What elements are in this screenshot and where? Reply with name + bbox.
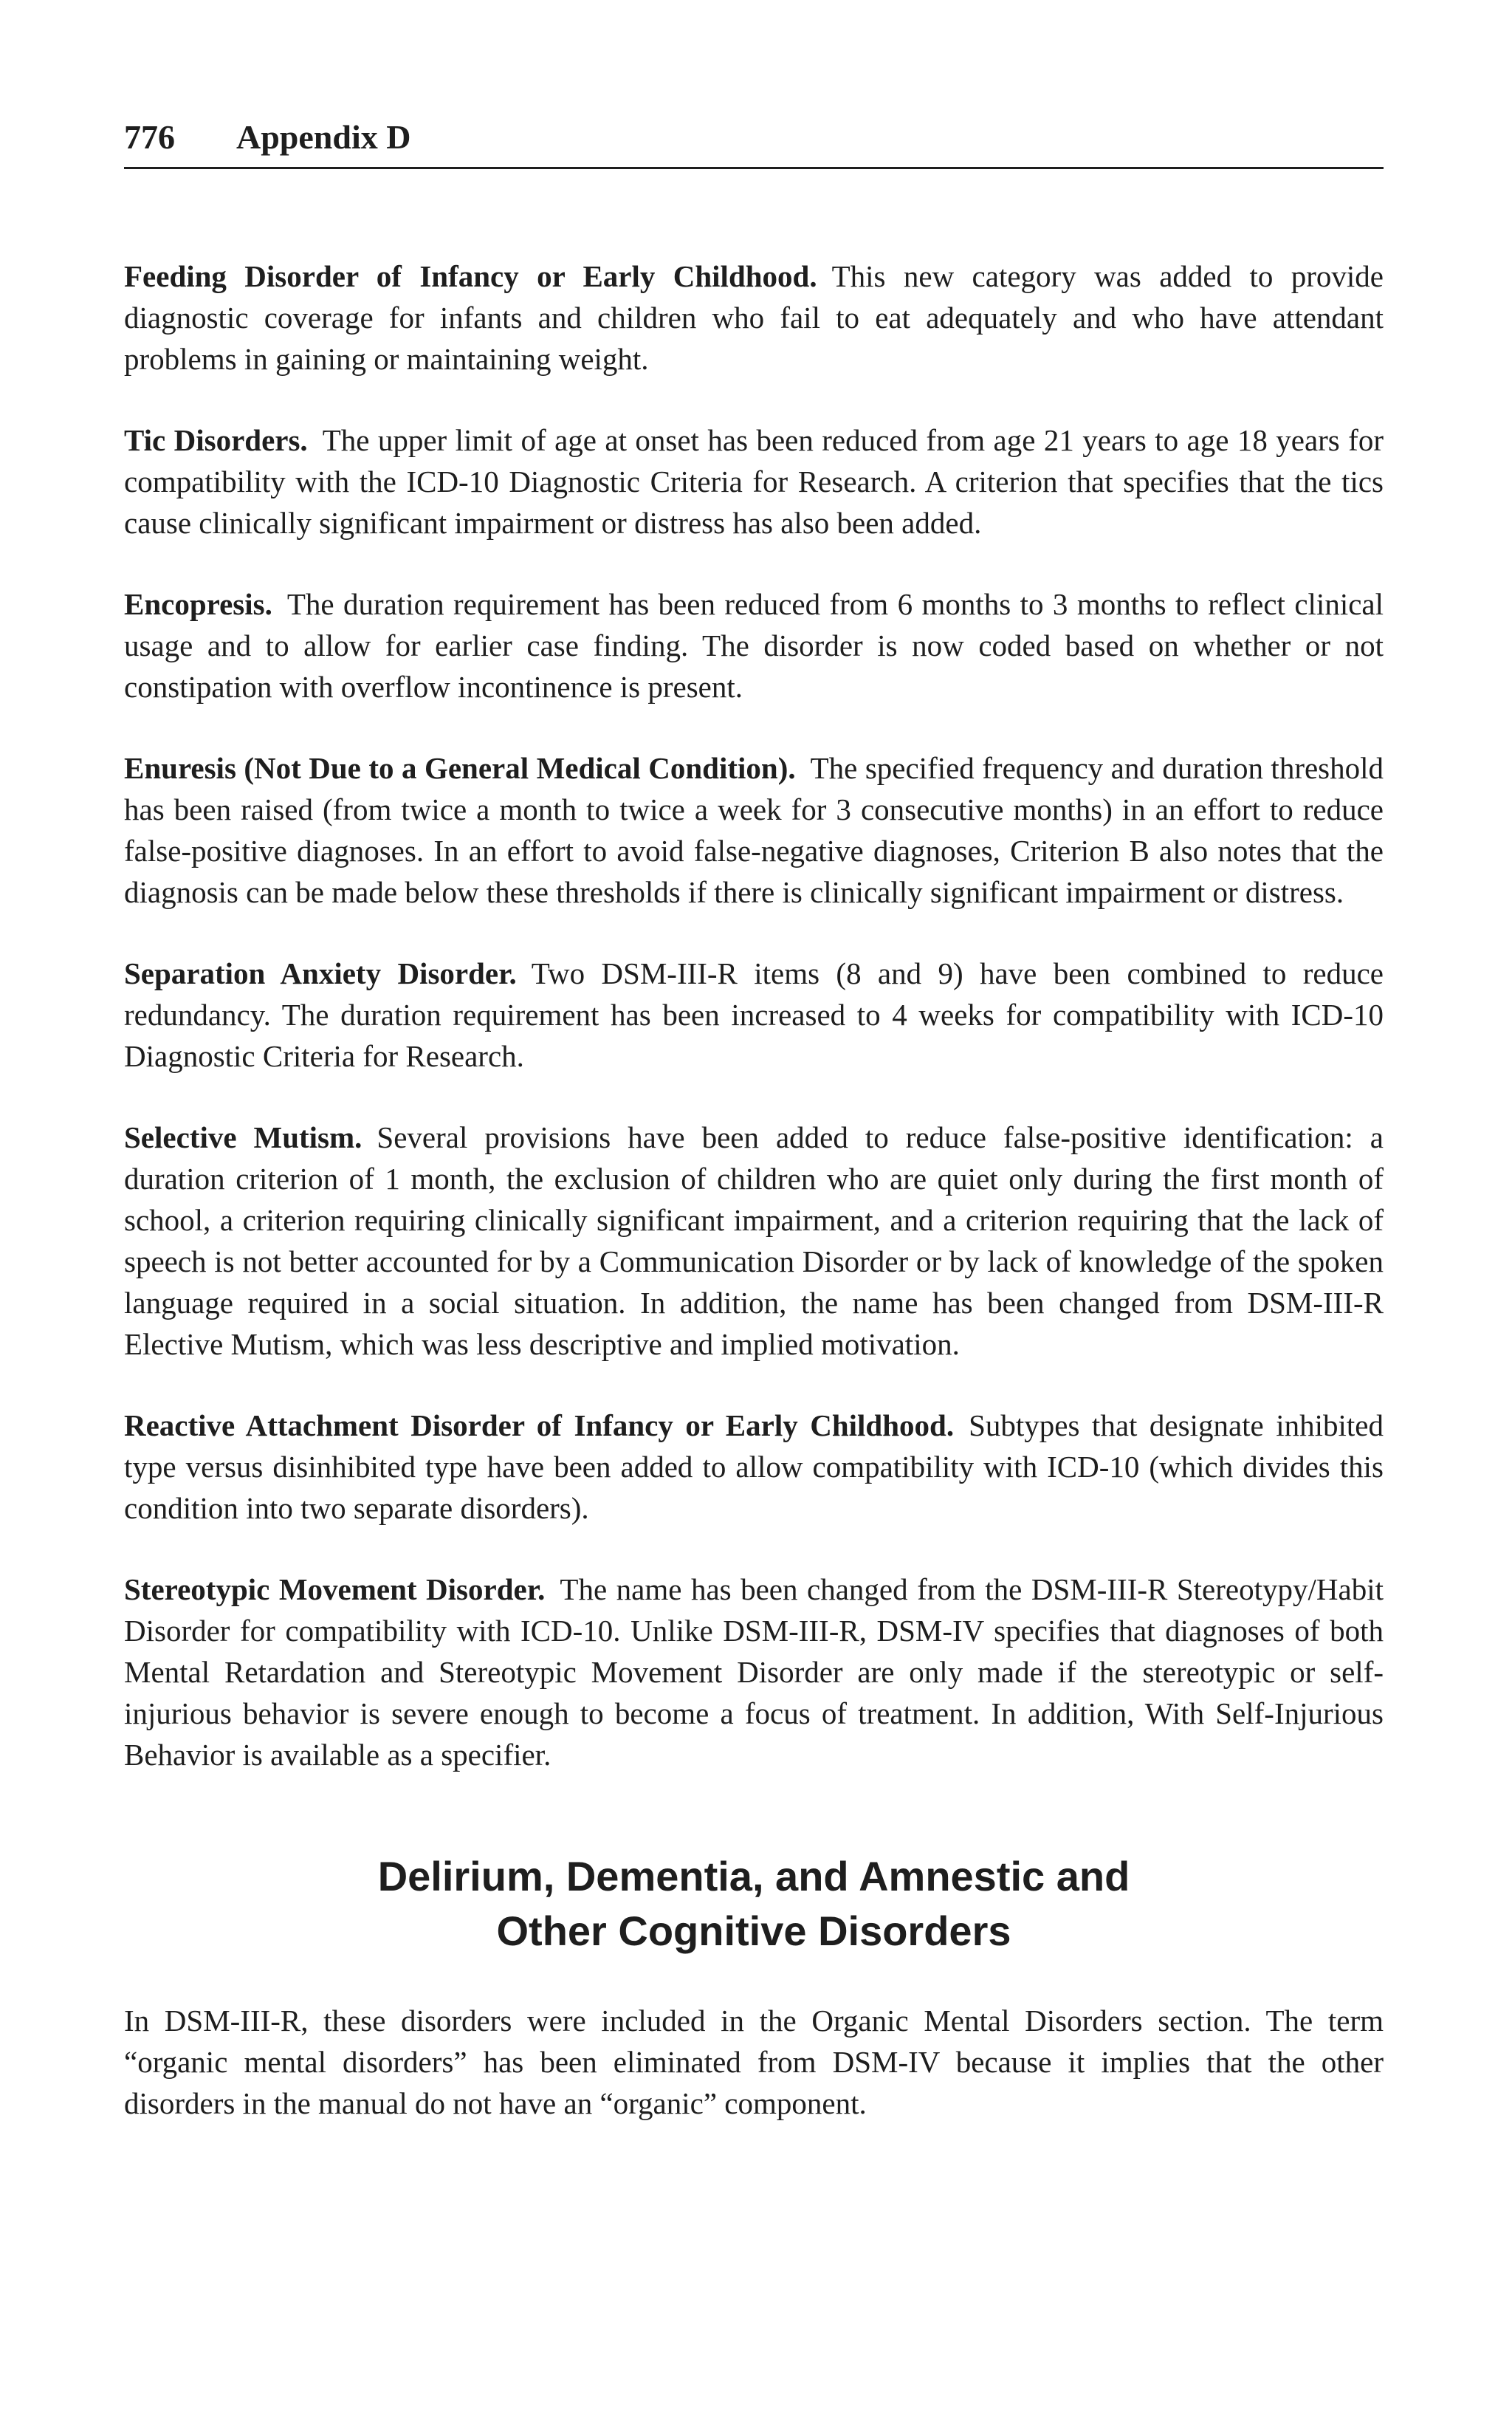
entry-heading: Enuresis (Not Due to a General Medical Condition). — [124, 751, 796, 785]
section-body-paragraph: In DSM-III-R, these disorders were included in the Organic Mental Disorders section. The term “organic mental disorders” has been eliminated from DSM-IV because it implies that the other disorders in the manual do not have an “organic” component. — [124, 2004, 1384, 2120]
entry-encopresis — [124, 583, 1384, 707]
page-number: 776 — [124, 118, 175, 156]
entry-enuresis — [124, 747, 1384, 913]
entry-tic-disorders — [124, 419, 1384, 544]
entry-heading: Encopresis. — [124, 587, 272, 621]
running-header-title: Appendix D — [236, 118, 411, 156]
entry-text: This new category was added to provide diagnostic coverage for infants and children who fail to eat adequately and who have attendant problems in gaining or maintaining weight. — [124, 259, 1384, 376]
section-heading — [124, 1849, 1384, 1959]
entry-heading: Reactive Attachment Disorder of Infancy or Early Childhood. — [124, 1408, 955, 1442]
entry-text: The upper limit of age at onset has been reduced from age 21 years to age 18 years for compatibility with the ICD-10 Diagnostic Criteria for Research. A criterion that specifies that the tics cause clinically significant impairment or distress has also been added. — [124, 423, 1384, 540]
entry-heading: Feeding Disorder of Infancy or Early Childhood. — [124, 259, 817, 293]
entry-heading: Selective Mutism. — [124, 1120, 362, 1154]
entry-text: The duration requirement has been reduced from 6 months to 3 months to reflect clinical usage and to allow for earlier case finding. The disorder is now coded based on whether or not constipation with overflow incontinence is present. — [124, 587, 1384, 704]
page-header — [124, 109, 1384, 169]
entry-text: The name has been changed from the DSM-III-R Stereotypy/Habit Disorder for compatibility with ICD-10. Unlike DSM-III-R, DSM-IV specifies that diagnoses of both Mental Retardation and Stereotypic Movement Disorder are only made if the stereotypic or self-injurious behavior is severe enough to become a focus of treatment. In addition, With Self-Injurious Behavior is available as a specifier. — [124, 1572, 1384, 1772]
entry-selective-mutism — [124, 1117, 1384, 1365]
entry-heading: Stereotypic Movement Disorder. — [124, 1572, 546, 1606]
entry-text: Subtypes that designate inhibited type versus disinhibited type have been added to allow compatibility with ICD-10 (which divides this condition into two separate disorders). — [124, 1408, 1384, 1525]
section-heading-line-1: Delirium, Dementia, and Amnestic and — [377, 1853, 1130, 1899]
entry-stereotypic-movement-disorder — [124, 1569, 1384, 1775]
entry-text: Two DSM-III-R items (8 and 9) have been combined to reduce redundancy. The duration requirement has been increased to 4 weeks for compatibility with ICD-10 Diagnostic Criteria for Research. — [124, 956, 1384, 1073]
section-heading-line-2: Other Cognitive Disorders — [496, 1908, 1011, 1954]
entry-heading: Tic Disorders. — [124, 423, 308, 457]
entry-feeding-disorder — [124, 256, 1384, 380]
entry-text: Several provisions have been added to reduce false-positive identification: a duration criterion of 1 month, the exclusion of children who are quiet only during the first month of school, a criterion requiring clinically significant impairment, and a criterion requiring that the lack of speech is not better accounted for by a Communication Disorder or by lack of knowledge of the spoken language required in a social situation. In addition, the name has been changed from DSM-III-R Elective Mutism, which was less descriptive and implied motivation. — [124, 1120, 1384, 1361]
entry-reactive-attachment-disorder — [124, 1405, 1384, 1529]
entry-text: The specified frequency and duration threshold has been raised (from twice a month to twice a week for 3 consecutive months) in an effort to reduce false-positive diagnoses. In an effort to avoid false-negative diagnoses, Criterion B also notes that the diagnosis can be made below these thresholds if there is clinically significant impairment or distress. — [124, 751, 1384, 909]
entry-separation-anxiety-disorder — [124, 953, 1384, 1077]
page-content — [124, 256, 1384, 2154]
entry-heading: Separation Anxiety Disorder. — [124, 956, 517, 990]
